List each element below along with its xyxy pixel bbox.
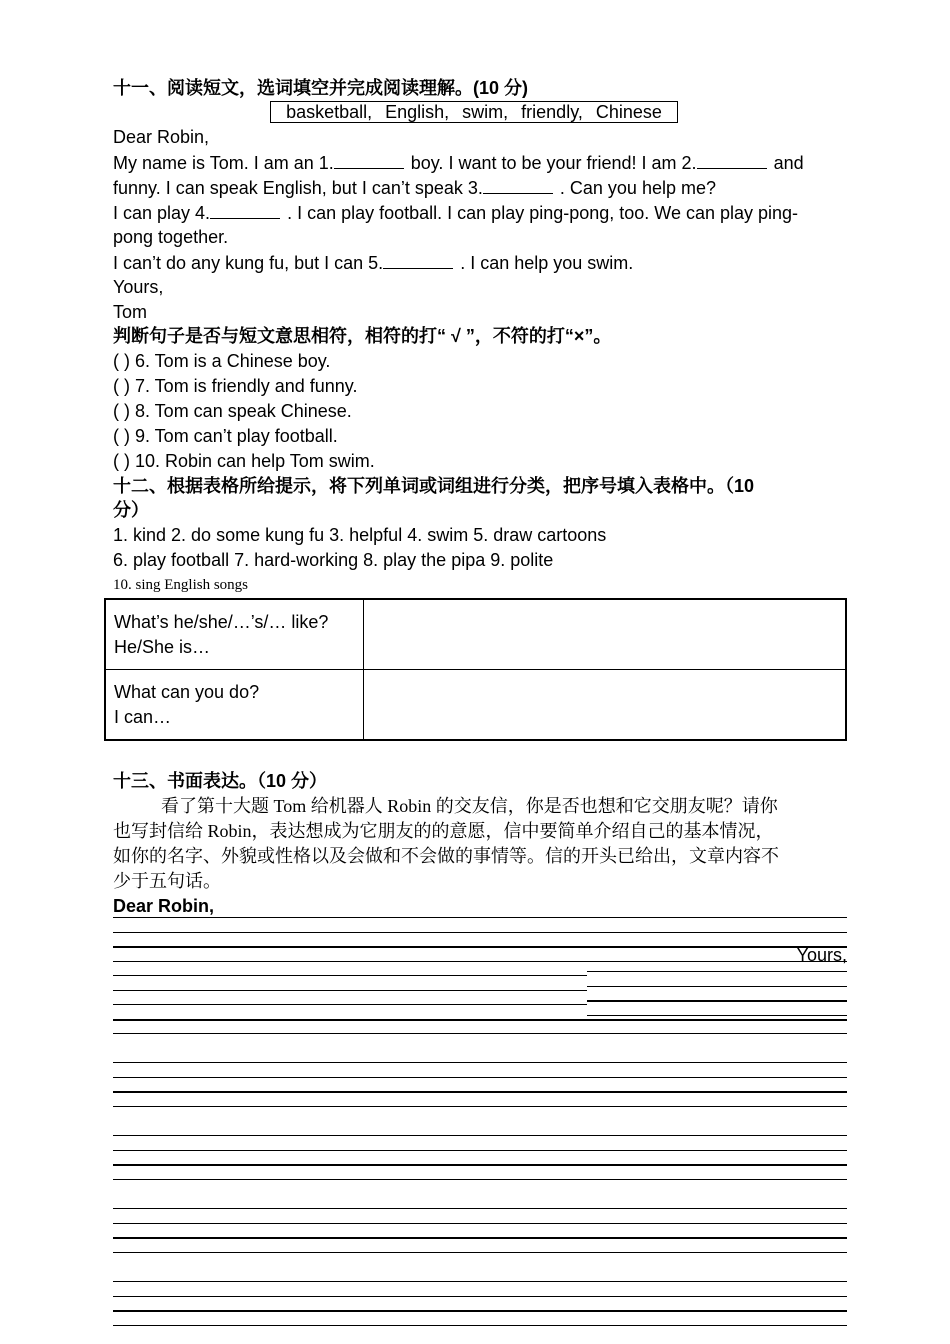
letter-line-1c: and	[768, 153, 804, 173]
table-question: What’s he/she/…’s/… like?	[114, 611, 329, 632]
letter-line-1b: boy. I want to be your friend! I am 2.	[405, 153, 697, 173]
section-12-title-line-2: 分）	[113, 500, 149, 520]
classification-table	[104, 598, 847, 741]
word-list-line-3: 10. sing English songs	[113, 577, 249, 593]
letter-line-5	[113, 250, 633, 276]
letter-line-5a: I can’t do any kung fu, but I can 5.	[113, 253, 384, 273]
word-list-line-1: 1. kind 2. do some kung fu 3. helpful 4. swim 5. draw cartoons	[113, 525, 607, 545]
prompt-line-1: 看了第十大题 Tom 给机器人 Robin 的交友信，你是否也想和它交朋友呢？请你	[161, 796, 778, 816]
blank-3[interactable]	[483, 175, 553, 194]
letter-line-2a: funny. I can speak English, but I can’t speak 3.	[113, 178, 483, 198]
prompt-line-3: 如你的名字、外貌或性格以及会做和不会做的事情等。信的开头已给出，文章内容不	[113, 846, 779, 866]
letter-line-5b: . I can help you swim.	[455, 253, 634, 273]
letter-line-1a: My name is Tom. I am an 1.	[113, 153, 334, 173]
table-answer-stem: I can…	[114, 706, 172, 727]
prompt-line-4: 少于五句话。	[113, 871, 221, 891]
section-13-title: 十三、书面表达。（10 分）	[113, 771, 328, 791]
letter-signature: Tom	[113, 302, 148, 322]
table-answer-stem: He/She is…	[114, 636, 211, 657]
letter-line-1	[113, 150, 804, 176]
table-question-cell	[105, 670, 364, 741]
writing-greeting: Dear Robin,	[113, 896, 215, 916]
blank-1[interactable]	[334, 150, 404, 169]
table-question-cell	[105, 599, 364, 670]
judge-item-10[interactable]: ( ) 10. Robin can help Tom swim.	[113, 451, 375, 471]
table-row	[105, 599, 846, 670]
section-12-title-line-1: 十二、根据表格所给提示，将下列单词或词组进行分类，把序号填入表格中。（10	[113, 476, 755, 496]
letter-line-2	[113, 175, 716, 201]
letter-line-3b: . I can play football. I can play ping-pong, too. We can play ping-	[282, 203, 799, 223]
letter-line-3a: I can play 4.	[113, 203, 211, 223]
word-list-line-2: 6. play football 7. hard-working 8. play the pipa 9. polite	[113, 550, 554, 570]
word-bank: basketball, English, swim, friendly, Chinese	[270, 101, 678, 123]
prompt-line-2: 也写封信给 Robin，表达想成为它朋友的的意愿，信中要简单介绍自己的基本情况，	[113, 821, 774, 841]
judge-item-8[interactable]: ( ) 8. Tom can speak Chinese.	[113, 401, 352, 421]
table-answer-cell[interactable]	[364, 599, 847, 670]
table-row	[105, 670, 846, 741]
letter-line-3	[113, 200, 798, 226]
letter-closing: Yours,	[113, 277, 164, 297]
blank-4[interactable]	[210, 200, 280, 219]
letter-line-2b: . Can you help me?	[554, 178, 716, 198]
table-question: What can you do?	[114, 681, 260, 702]
judge-item-7[interactable]: ( ) 7. Tom is friendly and funny.	[113, 376, 358, 396]
letter-greeting: Dear Robin,	[113, 127, 210, 147]
judge-item-9[interactable]: ( ) 9. Tom can’t play football.	[113, 426, 338, 446]
judge-title: 判断句子是否与短文意思相符，相符的打“ √ ”，不符的打“×”。	[113, 326, 612, 346]
blank-2[interactable]	[697, 150, 767, 169]
judge-item-6[interactable]: ( ) 6. Tom is a Chinese boy.	[113, 351, 331, 371]
blank-5[interactable]	[383, 250, 453, 269]
writing-closing: Yours,	[796, 945, 847, 965]
table-answer-cell[interactable]	[364, 670, 847, 741]
letter-line-4: pong together.	[113, 227, 229, 247]
section-11-title: 十一、阅读短文，选词填空并完成阅读理解。(10 分)	[113, 78, 529, 98]
